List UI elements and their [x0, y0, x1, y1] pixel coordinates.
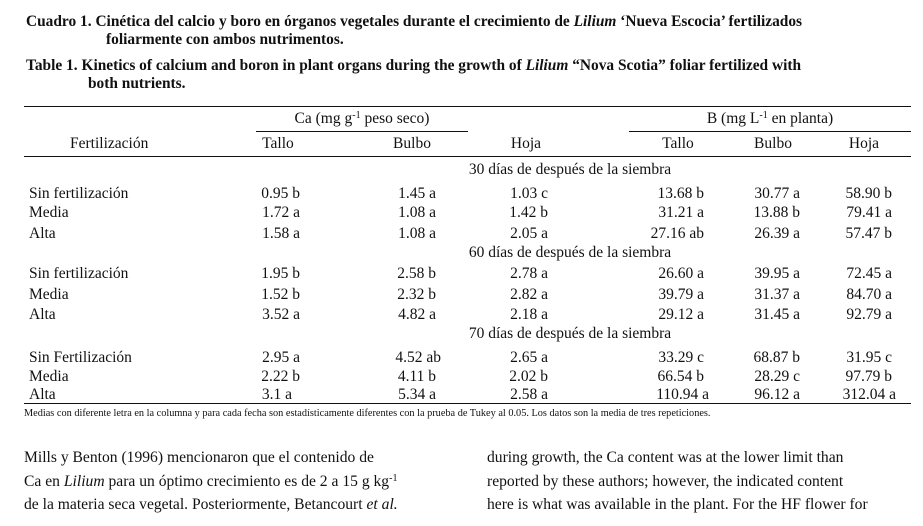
cell-b-tallo: 33.29 c — [658, 349, 704, 366]
body-column-right — [487, 446, 911, 517]
cell-ca-bulbo: 1.08 a — [398, 225, 436, 242]
row-label: Media — [29, 204, 69, 221]
cell-b-bulbo: 31.45 a — [754, 306, 800, 323]
cell-b-tallo: 29.12 a — [658, 306, 704, 323]
caption-es-text-after: ‘Nueva Escocia’ fertilizados — [620, 13, 803, 30]
body-right-line2: reported by these authors; however, the indicated content — [487, 472, 844, 490]
cell-b-tallo: 26.60 a — [658, 265, 704, 282]
caption-es-text-before: Cinética del calcio y boro en órganos vegetales durante el crecimiento de — [95, 13, 570, 30]
cell-b-hoja: 79.41 a — [846, 204, 892, 221]
caption-es-label: Cuadro 1. — [26, 13, 92, 30]
cell-b-tallo: 13.68 b — [657, 185, 704, 202]
cell-b-tallo: 39.79 a — [658, 286, 704, 303]
cell-b-hoja: 31.95 c — [846, 349, 892, 366]
cell-ca-bulbo: 4.11 b — [397, 368, 436, 385]
cell-ca-tallo: 1.95 b — [261, 265, 300, 282]
row-label: Media — [29, 286, 69, 303]
cell-b-hoja: 57.47 b — [845, 225, 892, 242]
body-left-line1: Mills y Benton (1996) mencionaron que el contenido de — [24, 449, 374, 466]
cell-ca-tallo: 3.1 a — [261, 386, 292, 403]
cell-ca-tallo: 2.95 a — [262, 349, 300, 366]
cell-ca-hoja: 2.05 a — [510, 225, 548, 242]
b-group-rule — [629, 131, 911, 132]
cell-ca-tallo: 1.58 a — [262, 225, 300, 242]
table-footnote: Medias con diferente letra en la columna y para cada fecha son estadísticamente diferentes con la prueba de Tukey al 0.05. Los datos son la media de tres repeticiones. — [24, 408, 711, 419]
cell-ca-hoja: 1.42 b — [509, 204, 548, 221]
cell-b-hoja: 92.79 a — [846, 306, 892, 323]
caption-en-text-after: “Nova Scotia” foliar fertilized with — [572, 57, 802, 74]
col-header-b-bulbo: Bulbo — [754, 135, 792, 152]
cell-ca-hoja: 2.82 a — [510, 286, 548, 303]
cell-ca-hoja: 1.03 c — [510, 185, 548, 202]
cell-b-tallo: 66.54 b — [657, 368, 704, 385]
col-header-b-tallo: Tallo — [662, 135, 694, 152]
b-group-header: B (mg $L^{-1}$ en planta) — [706, 110, 834, 127]
cell-ca-bulbo: 1.08 a — [398, 204, 436, 221]
stub-header: Fertilización — [70, 135, 149, 152]
caption-es-genus: Lilium — [573, 13, 617, 30]
table-header-rule — [24, 156, 911, 157]
cell-b-bulbo: 13.88 b — [753, 204, 800, 221]
col-header-ca-bulbo: Bulbo — [393, 135, 431, 152]
cell-ca-bulbo: 5.34 a — [398, 386, 436, 403]
ca-group-header: Ca (mg $g^{-1}$ peso seco) — [294, 110, 430, 127]
cell-ca-tallo: 1.72 a — [262, 204, 300, 221]
cell-b-tallo: 110.94 a — [656, 386, 709, 403]
cell-b-hoja: 84.70 a — [846, 286, 892, 303]
ca-group-rule — [256, 131, 468, 132]
cell-ca-tallo: 2.22 b — [261, 368, 300, 385]
body-right-line1: during growth, the Ca content was at the lower limit than — [487, 449, 844, 466]
cell-b-bulbo: 96.12 a — [754, 386, 800, 403]
cell-b-hoja: 58.90 b — [845, 185, 892, 202]
cell-b-bulbo: 39.95 a — [754, 265, 800, 282]
cell-b-hoja: 312.04 a — [842, 386, 896, 403]
cell-b-bulbo: 30.77 a — [754, 185, 800, 202]
col-header-ca-tallo: Tallo — [262, 135, 294, 152]
row-label: Sin fertilización — [29, 265, 129, 282]
cell-ca-hoja: 2.78 a — [510, 265, 548, 282]
section-title: 60 días de después de la siembra — [468, 244, 672, 261]
cell-b-bulbo: 68.87 b — [753, 349, 800, 366]
cell-ca-bulbo: 4.82 a — [398, 306, 436, 323]
caption-en-text-before: Kinetics of calcium and boron in plant organs during the growth of — [81, 57, 522, 74]
cell-ca-bulbo: 2.58 b — [397, 265, 436, 282]
row-label: Media — [29, 368, 69, 385]
cell-b-bulbo: 26.39 a — [754, 225, 800, 242]
row-label: Sin Fertilización — [29, 349, 132, 366]
caption-en-genus: Lilium — [525, 57, 569, 74]
cell-ca-hoja: 2.02 b — [509, 368, 548, 385]
caption-en-line2: both nutrients. — [88, 75, 186, 92]
cell-ca-tallo: 0.95 b — [261, 185, 300, 202]
row-label: Alta — [29, 306, 56, 323]
body-column-left — [24, 446, 448, 517]
col-header-ca-hoja: Hoja — [510, 135, 542, 152]
caption-spanish — [26, 13, 916, 49]
section-title: 70 días de después de la siembra — [468, 325, 672, 342]
row-label: Alta — [29, 225, 56, 242]
cell-ca-bulbo: 2.32 b — [397, 286, 436, 303]
cell-b-hoja: 97.79 b — [845, 368, 892, 385]
cell-b-bulbo: 31.37 a — [754, 286, 800, 303]
cell-ca-hoja: 2.58 a — [510, 386, 548, 403]
col-header-b-hoja: Hoja — [848, 135, 880, 152]
row-label: Alta — [29, 386, 56, 403]
cell-ca-hoja: 2.18 a — [510, 306, 548, 323]
cell-b-tallo: 31.21 a — [658, 204, 704, 221]
table-top-rule — [24, 106, 911, 107]
cell-ca-bulbo: 4.52 ab — [395, 349, 441, 366]
cell-b-tallo: 27.16 ab — [650, 225, 704, 242]
caption-es-line2: foliarmente con ambos nutrimentos. — [106, 31, 344, 48]
row-label: Sin fertilización — [29, 185, 129, 202]
section-title: 30 días de después de la siembra — [468, 161, 672, 178]
cell-ca-tallo: 3.52 a — [262, 306, 300, 323]
body-left-line3: de la materia seca vegetal. Posteriormente, Betancourt et al. — [24, 496, 398, 513]
body-left-line2: Ca en Lilium para un óptimo crecimiento es de 2 a 15 g $kg^{-1}$ — [24, 472, 398, 490]
cell-b-hoja: 72.45 a — [846, 265, 892, 282]
cell-ca-hoja: 2.65 a — [510, 349, 548, 366]
caption-en-label: Table 1. — [26, 57, 78, 74]
body-right-line3: here is what was available in the plant. For the HF flower for — [487, 496, 868, 513]
cell-ca-bulbo: 1.45 a — [398, 185, 436, 202]
caption-english — [26, 57, 916, 93]
cell-ca-tallo: 1.52 b — [261, 286, 300, 303]
cell-b-bulbo: 28.29 c — [754, 368, 800, 385]
